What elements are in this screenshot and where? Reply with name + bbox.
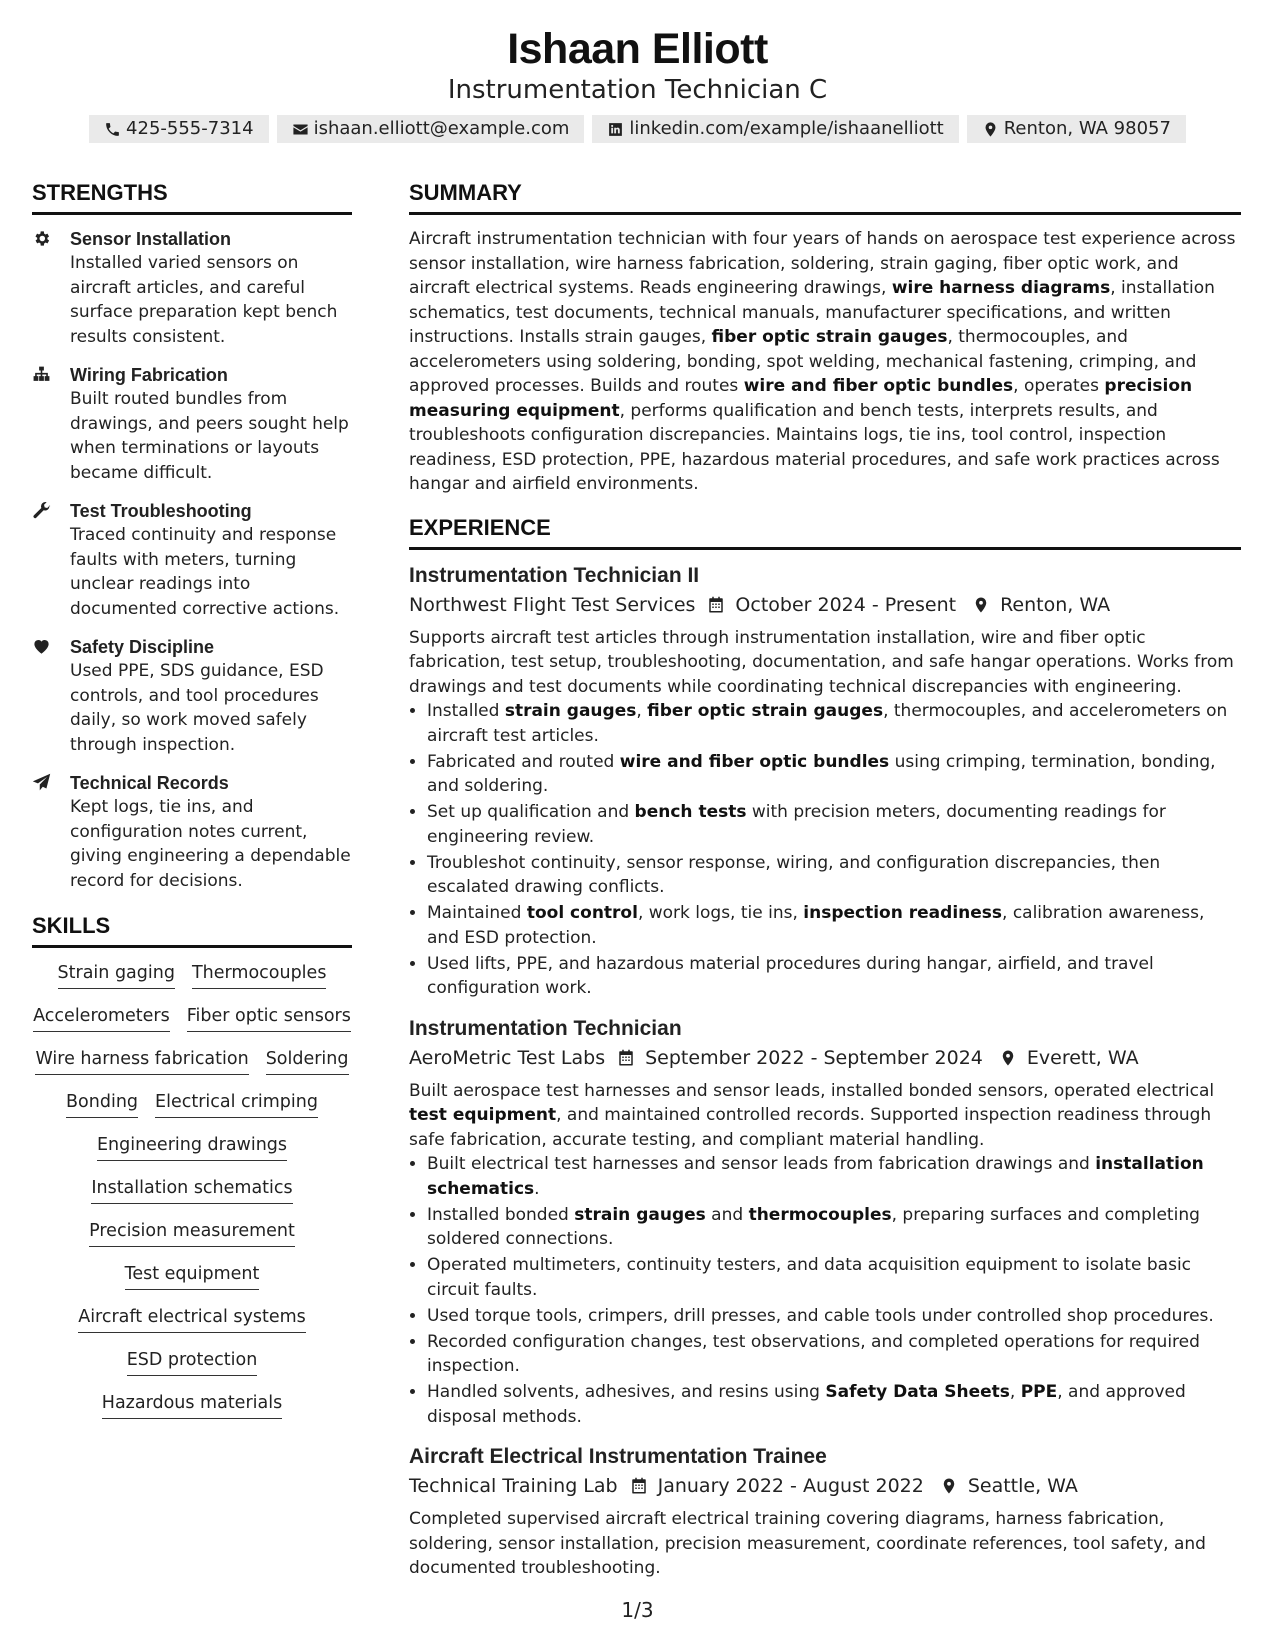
text-span: Operated multimeters, continuity testers, and data acquisition equipment to isolate basic circuit faults. bbox=[427, 1255, 1192, 1300]
strength-item bbox=[32, 635, 352, 757]
text-span: , preparing surfaces and completing soldered connections. bbox=[427, 1204, 1200, 1249]
contact-location-text: Renton, WA 98057 bbox=[1003, 118, 1171, 139]
job-entry bbox=[409, 1015, 1241, 1430]
bullet-item bbox=[427, 1253, 1241, 1302]
bold-text: wire and fiber optic bundles bbox=[743, 376, 1014, 396]
text-span: , installation schematics, test documents, technical manuals, manufacturer specifications, and written instructions. Installs strain gauges, bbox=[409, 278, 1215, 347]
text-span: , thermocouples, and accelerometers using soldering, bonding, spot welding, mechanical fastening, crimping, and approved processes. Builds and routes bbox=[409, 327, 1197, 396]
skill-tag: Wire harness fabrication bbox=[35, 1048, 248, 1075]
wrench-icon bbox=[32, 501, 51, 520]
skills-heading: SKILLS bbox=[32, 913, 352, 948]
contact-location bbox=[967, 115, 1186, 143]
skill-tag: Hazardous materials bbox=[102, 1392, 282, 1419]
heart-icon bbox=[32, 637, 51, 656]
map-pin-icon bbox=[972, 596, 990, 614]
bullet-item bbox=[427, 750, 1241, 799]
bullet-item bbox=[427, 1304, 1241, 1329]
text-span: , bbox=[1009, 1382, 1021, 1402]
text-span: Installed bbox=[427, 701, 505, 721]
text-span: Troubleshot continuity, sensor response, wiring, and configuration discrepancies, then escalated drawing conflicts. bbox=[427, 852, 1161, 897]
experience-heading: EXPERIENCE bbox=[409, 515, 1241, 550]
bold-text: strain gauges bbox=[504, 701, 637, 721]
skill-tag: Bonding bbox=[66, 1091, 138, 1118]
bullet-item bbox=[427, 1380, 1241, 1429]
summary-heading: SUMMARY bbox=[409, 180, 1241, 215]
job-bullets bbox=[409, 699, 1241, 1001]
text-span: , calibration awareness, and ESD protection. bbox=[427, 903, 1205, 948]
contact-phone-text: 425-555-7314 bbox=[126, 118, 254, 139]
bold-text: installation schematics bbox=[427, 1154, 1204, 1199]
strength-title: Safety Discipline bbox=[70, 637, 215, 657]
skill-tag: Installation schematics bbox=[91, 1177, 292, 1204]
skill-tag: Aircraft electrical systems bbox=[78, 1306, 306, 1333]
strength-text: Built routed bundles from drawings, and peers sought help when terminations or layouts became difficult. bbox=[70, 389, 349, 483]
bullet-item bbox=[427, 800, 1241, 849]
bold-text: precision measuring equipment bbox=[409, 376, 1193, 421]
contact-bar bbox=[0, 115, 1275, 143]
bold-text: wire harness diagrams bbox=[891, 278, 1111, 298]
job-title: Aircraft Electrical Instrumentation Trainee bbox=[409, 1445, 827, 1468]
gear-icon bbox=[32, 229, 51, 248]
text-span: Handled solvents, adhesives, and resins using bbox=[427, 1382, 826, 1402]
job-location: Renton, WA bbox=[1000, 593, 1111, 616]
skill-tag: Precision measurement bbox=[89, 1220, 295, 1247]
contact-linkedin[interactable] bbox=[592, 115, 958, 143]
job-meta bbox=[409, 1472, 1241, 1500]
strength-text: Traced continuity and response faults with meters, turning unclear readings into documented corrective actions. bbox=[70, 525, 340, 619]
text-span: , operates bbox=[1013, 376, 1105, 396]
skill-tag: Electrical crimping bbox=[155, 1091, 318, 1118]
skill-tag: ESD protection bbox=[127, 1349, 258, 1376]
bold-text: PPE bbox=[1020, 1382, 1058, 1402]
text-span: , work logs, tie ins, bbox=[637, 903, 804, 923]
bullet-item bbox=[427, 1330, 1241, 1379]
bold-text: thermocouples bbox=[748, 1204, 892, 1225]
left-column bbox=[32, 180, 352, 1419]
bold-text: strain gauges bbox=[574, 1204, 706, 1225]
text-span: , performs qualification and bench tests, interprets results, and troubleshoots configuration discrepancies. Maintains logs, tie ins, tool control, inspection readiness, ESD protection, PPE, hazardous material procedures, and safe work practices across hangar and airfield environments. bbox=[409, 400, 1220, 494]
skill-tag: Test equipment bbox=[125, 1263, 260, 1290]
skill-tag: Engineering drawings bbox=[97, 1134, 287, 1161]
job-title: Instrumentation Technician II bbox=[409, 563, 700, 587]
skill-tag: Thermocouples bbox=[192, 962, 326, 989]
text-span: , and maintained controlled records. Supported inspection readiness through safe fabrication, accurate testing, and compliant material handling. bbox=[409, 1105, 1212, 1150]
strength-title: Test Troubleshooting bbox=[70, 501, 252, 521]
text-span: , and approved disposal methods. bbox=[427, 1382, 1186, 1427]
text-span: Built aerospace test harnesses and sensor leads, installed bonded sensors, operated electrical bbox=[409, 1080, 1215, 1101]
envelope-icon bbox=[292, 121, 309, 138]
text-span: Recorded configuration changes, test observations, and completed operations for required inspection. bbox=[427, 1331, 1200, 1376]
job-description bbox=[409, 1507, 1241, 1581]
text-span: and bbox=[705, 1204, 749, 1225]
job-meta bbox=[409, 1044, 1241, 1072]
strength-title: Wiring Fabrication bbox=[70, 365, 228, 385]
contact-email[interactable] bbox=[277, 115, 585, 143]
calendar-icon bbox=[707, 596, 725, 614]
job-description bbox=[409, 626, 1241, 700]
text-span: Supports aircraft test articles through instrumentation installation, wire and fiber optic fabrication, test setup, troubleshooting, documentation, and safe hangar operations. Works from drawings and test documents while coordinating technical discrepancies with engineering. bbox=[409, 627, 1234, 697]
text-span: Installed bonded bbox=[427, 1204, 575, 1225]
right-column bbox=[409, 180, 1241, 1581]
bold-text: test equipment bbox=[409, 1105, 557, 1125]
calendar-icon bbox=[630, 1477, 648, 1495]
map-pin-icon bbox=[999, 1049, 1017, 1067]
strength-item bbox=[32, 771, 352, 893]
skill-tag: Soldering bbox=[266, 1048, 349, 1075]
bullet-item bbox=[427, 851, 1241, 900]
text-span: Built electrical test harnesses and sensor leads from fabrication drawings and bbox=[427, 1154, 1096, 1174]
candidate-title: Instrumentation Technician C bbox=[447, 75, 828, 105]
bold-text: fiber optic strain gauges bbox=[647, 701, 884, 721]
text-span: Fabricated and routed bbox=[427, 751, 620, 772]
job-company: AeroMetric Test Labs bbox=[409, 1046, 606, 1069]
strengths-heading: STRENGTHS bbox=[32, 180, 352, 215]
text-span: , thermocouples, and accelerometers on aircraft test articles. bbox=[427, 701, 1228, 746]
strength-text: Kept logs, tie ins, and configuration notes current, giving engineering a dependable record for decisions. bbox=[70, 797, 351, 891]
paper-plane-icon bbox=[32, 773, 51, 792]
summary-text bbox=[409, 227, 1241, 497]
text-span: Used torque tools, crimpers, drill presses, and cable tools under controlled shop procedures. bbox=[427, 1305, 1214, 1326]
job-location: Everett, WA bbox=[1026, 1046, 1139, 1069]
bold-text: fiber optic strain gauges bbox=[711, 327, 948, 347]
job-location: Seattle, WA bbox=[967, 1475, 1078, 1497]
skill-tag: Strain gaging bbox=[58, 962, 175, 989]
bold-text: Safety Data Sheets bbox=[825, 1382, 1010, 1402]
job-bullets bbox=[409, 1152, 1241, 1429]
text-span: Aircraft instrumentation technician with four years of hands on aerospace test experience across sensor installation, wire harness fabrication, soldering, strain gaging, fiber optic work, and aircraft electrical systems. Reads engineering drawings, bbox=[409, 229, 1236, 298]
text-span: with precision meters, documenting readings for engineering review. bbox=[427, 802, 1166, 847]
map-pin-icon bbox=[940, 1477, 958, 1495]
text-span: . bbox=[534, 1178, 540, 1199]
strength-title: Technical Records bbox=[70, 773, 229, 793]
experience-list bbox=[409, 562, 1241, 1581]
strength-text: Used PPE, SDS guidance, ESD controls, and tool procedures daily, so work moved safely through inspection. bbox=[70, 661, 324, 755]
calendar-icon bbox=[617, 1049, 635, 1067]
bold-text: wire and fiber optic bundles bbox=[619, 751, 890, 772]
linkedin-icon bbox=[607, 121, 624, 138]
job-company: Northwest Flight Test Services bbox=[409, 593, 696, 616]
phone-icon bbox=[104, 121, 121, 138]
strength-text: Installed varied sensors on aircraft articles, and careful surface preparation kept bench results consistent. bbox=[70, 253, 338, 347]
skills-list bbox=[32, 960, 352, 1419]
job-dates: September 2022 - September 2024 bbox=[645, 1046, 983, 1069]
bold-text: tool control bbox=[526, 903, 638, 923]
job-meta bbox=[409, 591, 1241, 619]
text-span: Set up qualification and bbox=[427, 802, 635, 822]
bold-text: inspection readiness bbox=[803, 903, 1003, 923]
resume-header bbox=[0, 0, 1275, 143]
text-span: , bbox=[636, 701, 648, 721]
strength-title: Sensor Installation bbox=[70, 229, 232, 249]
text-span: using crimping, termination, bonding, and soldering. bbox=[427, 751, 1216, 796]
job-dates: January 2022 - August 2022 bbox=[657, 1475, 924, 1497]
bold-text: bench tests bbox=[634, 802, 747, 822]
text-span: Maintained bbox=[427, 903, 527, 923]
job-description bbox=[409, 1079, 1241, 1153]
contact-linkedin-text: linkedin.com/example/ishaanelliott bbox=[629, 118, 944, 139]
map-pin-icon bbox=[982, 121, 999, 138]
page-number: 1/3 bbox=[621, 1598, 654, 1622]
job-company: Technical Training Lab bbox=[409, 1475, 618, 1497]
bullet-item bbox=[427, 952, 1241, 1001]
job-entry bbox=[409, 562, 1241, 1001]
bullet-item bbox=[427, 1152, 1241, 1201]
bullet-item bbox=[427, 1203, 1241, 1252]
strength-item bbox=[32, 363, 352, 485]
bullet-item bbox=[427, 901, 1241, 950]
job-title: Instrumentation Technician bbox=[409, 1016, 682, 1040]
candidate-name: Ishaan Elliott bbox=[507, 25, 768, 73]
contact-email-text: ishaan.elliott@example.com bbox=[313, 118, 570, 139]
job-entry bbox=[409, 1443, 1241, 1581]
strength-item bbox=[32, 499, 352, 621]
text-span: Used lifts, PPE, and hazardous material procedures during hangar, airfield, and travel configuration work. bbox=[427, 953, 1154, 998]
strength-item bbox=[32, 227, 352, 349]
skill-tag: Fiber optic sensors bbox=[187, 1005, 351, 1032]
skill-tag: Accelerometers bbox=[33, 1005, 170, 1032]
text-span: Completed supervised aircraft electrical training covering diagrams, harness fabrication, soldering, sensor installation, precision measurement, coordinate references, tool safety, and documented troubleshooting. bbox=[409, 1509, 1206, 1578]
bullet-item bbox=[427, 699, 1241, 748]
contact-phone[interactable] bbox=[89, 115, 269, 143]
job-dates: October 2024 - Present bbox=[735, 593, 957, 616]
sitemap-icon bbox=[32, 365, 51, 384]
